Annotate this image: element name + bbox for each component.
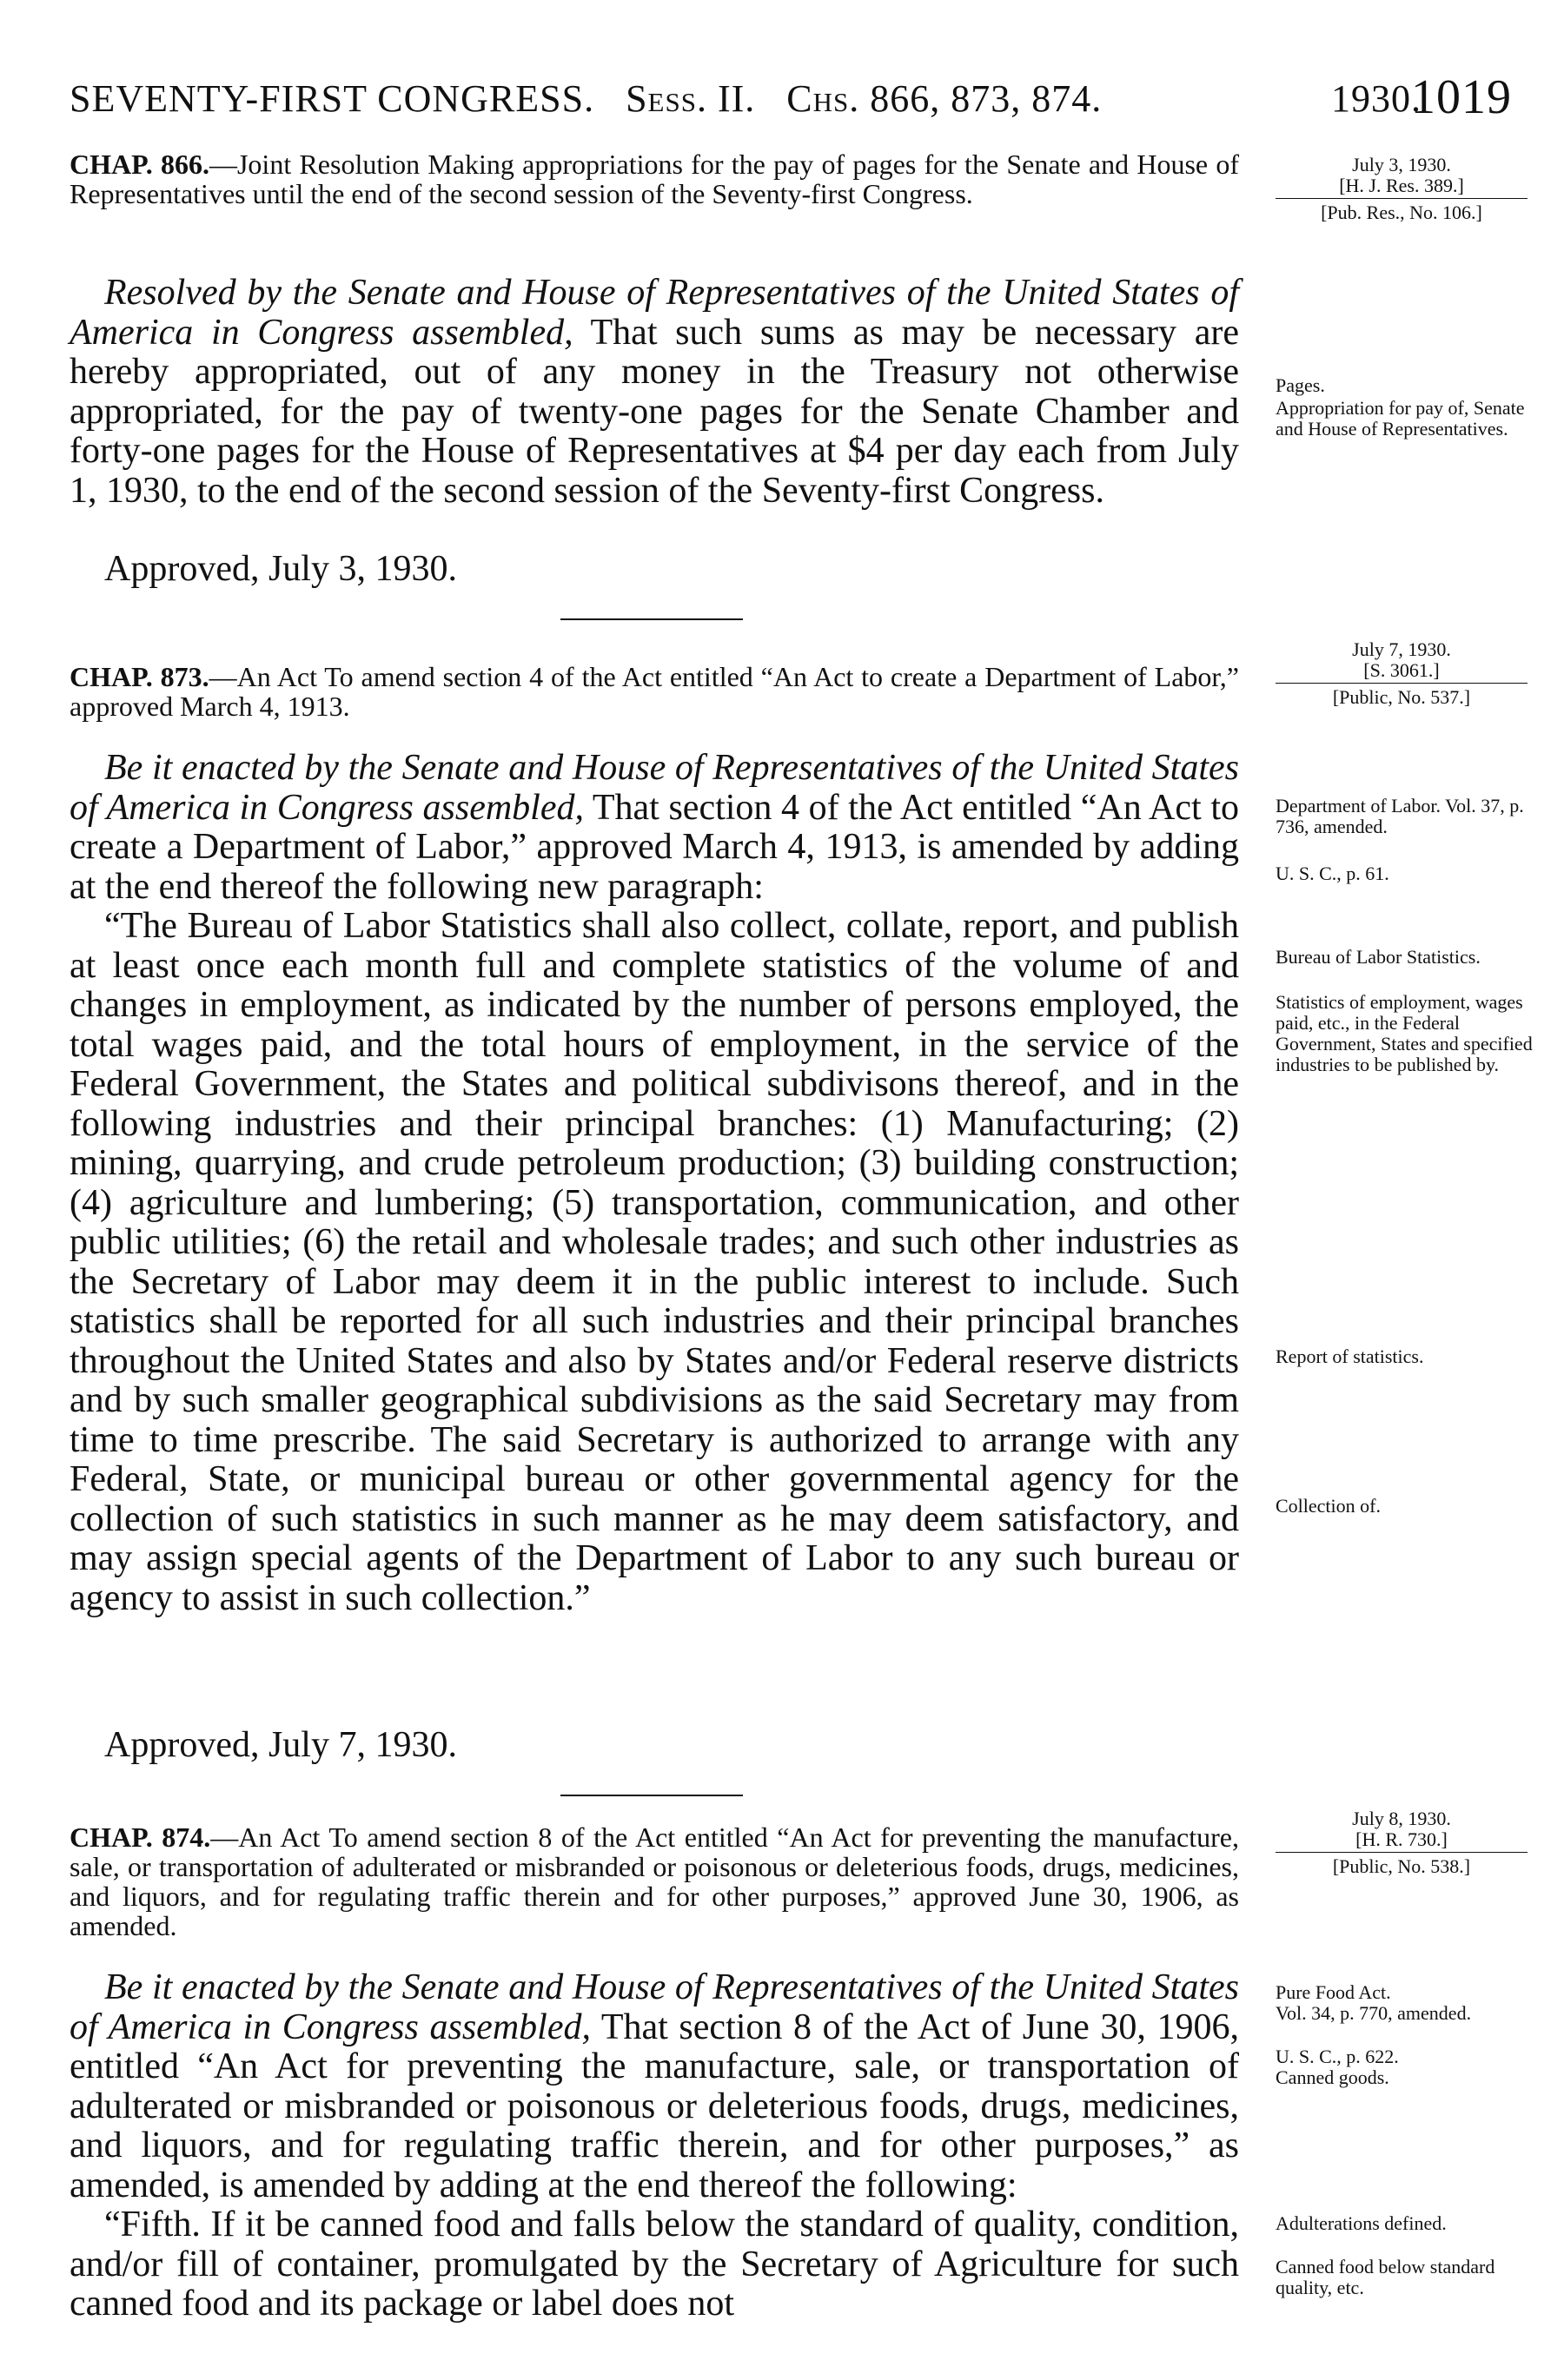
congress-title: SEVENTY-FIRST CONGRESS. xyxy=(70,77,595,120)
running-header xyxy=(70,70,1512,137)
chap-873-bill: [S. 3061.] xyxy=(1363,659,1440,681)
chap-874-text xyxy=(70,1968,1239,2324)
chap-866-heading xyxy=(70,149,1239,208)
chap-874-enacting-clause: Be it enacted by the Senate and House of Representatives of the United States of America in Congress assembled, xyxy=(70,1967,1239,2047)
chap-873-heading xyxy=(70,662,1239,721)
chap-874-note-pure-food: Pure Food Act. xyxy=(1276,1981,1391,2003)
chap-874-heading xyxy=(70,1822,1239,1940)
chap-874-title: —An Act To amend section 8 of the Act entitled “An Act for preventing the manufacture, sale, or transportation of adulterated or misbranded or poisonous or deleterious foods, drugs, medicines, and liquors, and for regulating traffic therein and for other purposes,” approved June 30, 1906, as amended. xyxy=(70,1821,1239,1941)
chap-874-public: [Public, No. 538.] xyxy=(1332,1855,1471,1877)
chap-873-quoted-paragraph: “The Bureau of Labor Statistics shall also collect, collate, report, and publish at least once each month full and complete statistics of the volume of and changes in employment, as indicated by the number of persons employed, the total wages paid, and the total hours of employment, in the service of the Federal Government, the States and political subdivisons thereof, and in the following industries and their principal branches: (1) Manufacturing; (2) mining, quarrying, and crude petroleum production; (3) building construction; (4) agriculture and lumbering; (5) transportation, communication, and other public utilities; (6) the retail and wholesale trades; and such other industries as the Secretary of Labor may deem it in the public interest to include. Such statistics shall be reported for all such industries and their principal branches throughout the United States and also by States and/or Federal reserve districts and by such smaller geographical subdivisions as the said Secretary may from time to time prescribe. The said Secretary is authorized to arrange with any Federal, State, or municipal bureau or other governmental agency for the collection of such statistics in such manner as he may deem satisfactory, and may assign special agents of the Department of Labor to any such bureau or agency to assist in such collection.” xyxy=(70,906,1239,1618)
chap-873-title: —An Act To amend section 4 of the Act entitled “An Act to create a Department of Labor,” approved March 4, 1913. xyxy=(70,661,1240,722)
separator-rule xyxy=(560,618,743,620)
chap-874-note-vol: Vol. 34, p. 770, amended. xyxy=(1276,2002,1472,2024)
chap-874-date: July 8, 1930. xyxy=(1352,1808,1451,1829)
session-label: Sess. II. xyxy=(626,77,756,120)
chap-866-enacting-clause: Resolved by the Senate and House of Representatives of the United States of America in Congress assembled, xyxy=(70,273,1239,353)
chap-873-note-collection: Collection of. xyxy=(1276,1495,1381,1517)
chap-866-text xyxy=(70,274,1239,511)
header-left xyxy=(70,76,1102,121)
chap-873-public: [Public, No. 537.] xyxy=(1332,686,1471,708)
chap-873-note-usc: U. S. C., p. 61. xyxy=(1276,863,1389,884)
page-number: 1019 xyxy=(1411,70,1512,124)
chap-873-label: CHAP. 873. xyxy=(70,661,209,692)
chap-866-date: July 3, 1930. xyxy=(1352,154,1451,175)
chap-866-sidenote-citation xyxy=(1276,155,1528,223)
chap-866-title: —Joint Resolution Making appropriations for the pay of pages for the Senate and House of Representatives until the end of the second session of the Seventy-first Congress. xyxy=(70,149,1240,209)
header-year: 1930. xyxy=(1331,77,1422,120)
chap-874-bill: [H. R. 730.] xyxy=(1355,1828,1448,1850)
chap-873-note-dept-labor: Department of Labor. Vol. 37, p. 736, amended. xyxy=(1276,795,1524,837)
chap-874-sidenote-citation xyxy=(1276,1808,1528,1877)
chap-874-note-adulterations: Adulterations defined. xyxy=(1276,2212,1447,2234)
chap-874-label: CHAP. 874. xyxy=(70,1821,211,1853)
chap-873-note-bureau: Bureau of Labor Statistics. xyxy=(1276,946,1481,968)
chap-873-note-statistics: Statistics of employment, wages paid, etc., in the Federal Government, States and specified industries to be published by. xyxy=(1276,991,1533,1075)
chap-873-sidenote-citation xyxy=(1276,639,1528,708)
chap-874-quoted-paragraph: “Fifth. If it be canned food and falls below the standard of quality, condition, and/or fill of container, promulgated by the Secretary of Agriculture for such canned food and its package or label does not xyxy=(70,2205,1239,2324)
chap-873-text xyxy=(70,749,1239,1618)
chapters-label: Chs. 866, 873, 874. xyxy=(786,77,1103,120)
chap-874-note-canned-goods: Canned goods. xyxy=(1276,2066,1389,2088)
chap-866-approved: Approved, July 3, 1930. xyxy=(104,549,457,589)
chap-866-body: That such sums as may be necessary are hereby appropriated, out of any money in the Treasury not otherwise appropriated, for the pay of twenty-one pages for the Senate Chamber and forty-one pages for the House of Representatives at $4 per day each from July 1, 1930, to the end of the second session of the Seventy-first Congress. xyxy=(70,312,1239,511)
chap-866-note-pages: Pages. xyxy=(1276,374,1325,396)
chap-873-approved: Approved, July 7, 1930. xyxy=(104,1725,457,1765)
chap-873-enacting-clause: Be it enacted by the Senate and House of Representatives of the United States of America in Congress assembled, xyxy=(70,748,1239,828)
chap-866-label: CHAP. 866. xyxy=(70,149,209,180)
chap-866-bill: [H. J. Res. 389.] xyxy=(1339,175,1464,196)
chap-866-note-appropriation: Appropriation for pay of, Senate and House of Representatives. xyxy=(1276,397,1525,440)
chap-874-body: That section 8 of the Act of June 30, 1906, entitled “An Act for preventing the manufacture, sale, or transportation of adulterated or misbranded or poisonous or deleterious foods, drugs, medicines, and liquors, and for regulating traffic therein, and for other purposes,” as amended, is amended by adding at the end thereof the following: xyxy=(70,2006,1239,2205)
chap-866-public: [Pub. Res., No. 106.] xyxy=(1321,202,1482,223)
chap-873-body: That section 4 of the Act entitled “An Act to create a Department of Labor,” approved March 4, 1913, is amended by adding at the end thereof the following new paragraph: xyxy=(70,787,1239,907)
chap-873-note-report: Report of statistics. xyxy=(1276,1345,1424,1367)
separator-rule xyxy=(560,1795,743,1796)
chap-873-date: July 7, 1930. xyxy=(1352,638,1451,660)
chap-874-note-canned-food: Canned food below standard quality, etc. xyxy=(1276,2256,1495,2298)
chap-874-note-usc: U. S. C., p. 622. xyxy=(1276,2046,1399,2067)
